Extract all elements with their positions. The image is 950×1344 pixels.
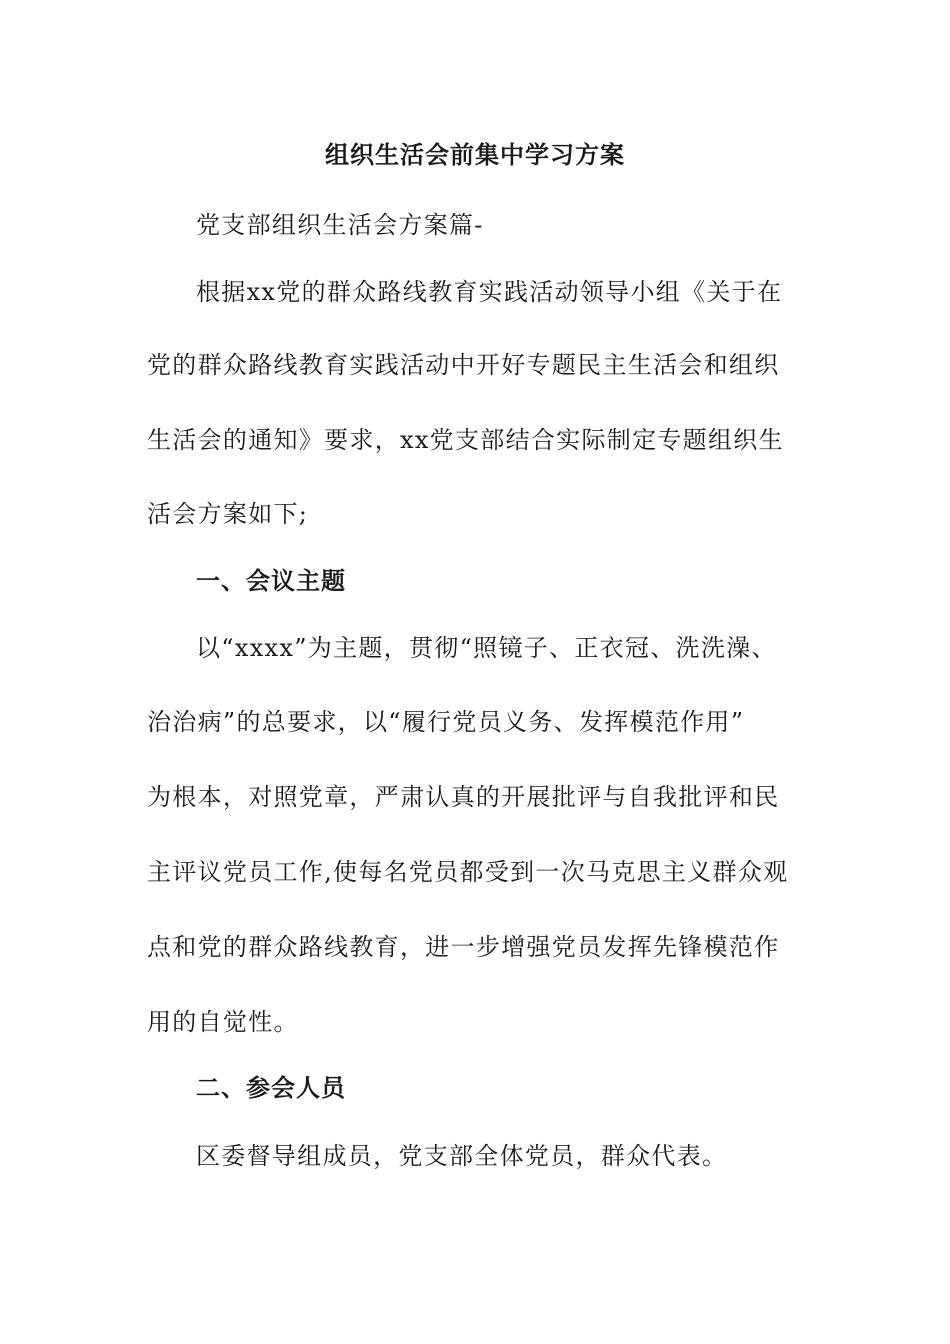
document-subtitle: 党支部组织生活会方案篇- <box>196 211 484 239</box>
section1-line-1: 以“xxxx”为主题，贯彻“照镜子、正衣冠、洗洗澡、 <box>196 634 777 662</box>
section2-heading: 二、参会人员 <box>196 1074 346 1102</box>
section1-line-5: 点和党的群众路线教育，进一步增强党员发挥先锋模范作 <box>147 933 780 961</box>
section1-heading: 一、会议主题 <box>196 567 346 595</box>
section1-line-4: 主评议党员工作,使每名党员都受到一次马克思主义群众观 <box>147 858 789 886</box>
section1-line-2: 治治病”的总要求，以“履行党员义务、发挥模范作用” <box>147 708 745 736</box>
intro-line-4: 活会方案如下; <box>147 500 309 528</box>
section2-line-1: 区委督导组成员，党支部全体党员，群众代表。 <box>196 1142 728 1170</box>
section1-line-3: 为根本，对照党章，严肃认真的开展批评与自我批评和民 <box>147 783 780 811</box>
document-title: 组织生活会前集中学习方案 <box>325 141 625 169</box>
intro-line-3: 生活会的通知》要求，xx党支部结合实际制定专题组织生 <box>147 426 784 454</box>
section1-line-6: 用的自觉性。 <box>147 1008 299 1036</box>
intro-line-1: 根据xx党的群众路线教育实践活动领导小组《关于在 <box>196 278 783 306</box>
intro-line-2: 党的群众路线教育实践活动中开好专题民主生活会和组织 <box>147 351 780 379</box>
